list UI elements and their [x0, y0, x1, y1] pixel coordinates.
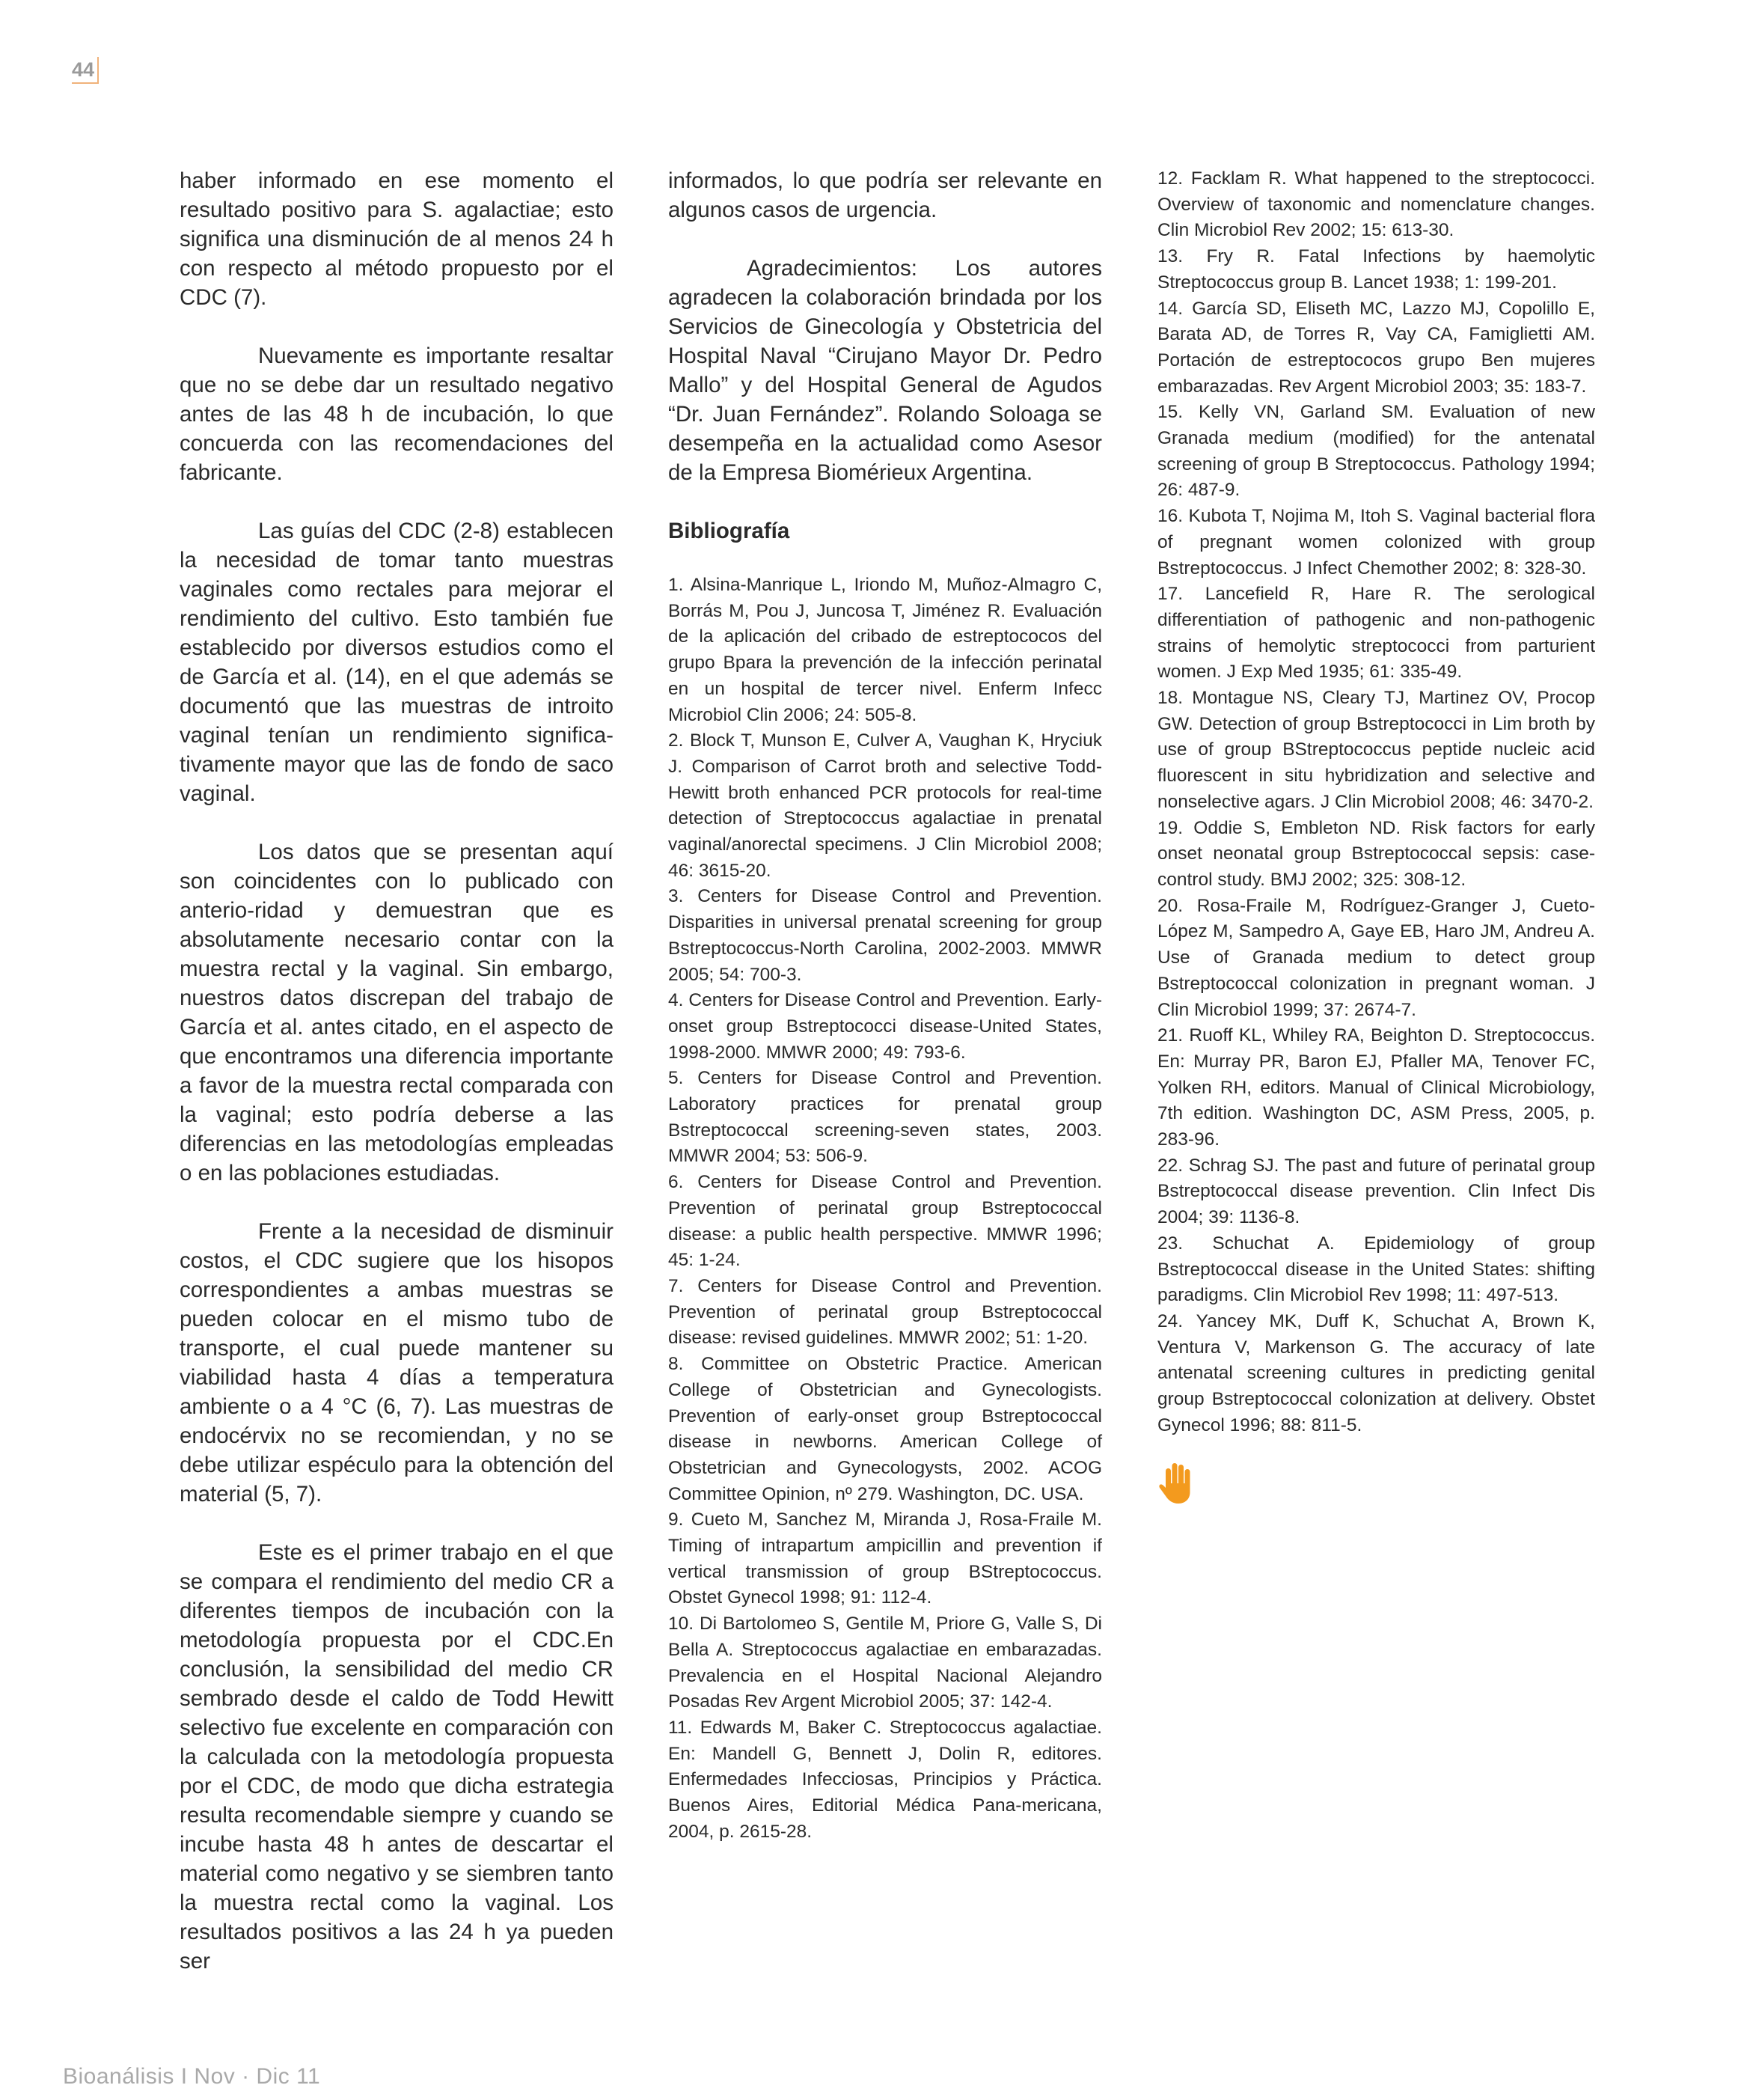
reference-item: 9. Cueto M, Sanchez M, Miranda J, Rosa-Fraile M. Timing of intrapartum ampicillin and prevention if vertical transmission of group BStreptococcus. Obstet Gynecol 1998; 91: 112-4.	[668, 1510, 1102, 1608]
reference-list	[668, 573, 1102, 1845]
reference-item: 8. Committee on Obstetric Practice. American College of Obstetrician and Gynecologists. Prevention of early-onset group Bstreptococcal disease in newborns. American College of Obstetrician and Gynecologysts, 2002. ACOG Committee Opinion, nº 279. Washington, DC. USA.	[668, 1354, 1102, 1504]
reference-item: 5. Centers for Disease Control and Prevention. Laboratory practices for prenatal group Bstreptococcal screening-seven states, 2003. MMWR 2004; 53: 506-9.	[668, 1068, 1102, 1167]
reference-item: 17. Lancefield R, Hare R. The serological differentiation of pathogenic and non-pathogenic strains of hemolytic streptococci from parturient women. J Exp Med 1935; 61: 335-49.	[1157, 584, 1595, 683]
hand-icon	[1157, 1461, 1196, 1504]
reference-item: 6. Centers for Disease Control and Prevention. Prevention of perinatal group Bstreptococcal disease: a public health perspective. MMWR 1996; 45: 1-24.	[668, 1172, 1102, 1271]
acknowledgements-paragraph: Agradecimientos: Los autores agradecen la colaboración brindada por los Servicios de Ginecología y Obstetricia del Hospital Naval “Cirujano Mayor Dr. Pedro Mallo” y del Hospital General de Agudos “Dr. Juan Fernández”. Rolando Soloaga se desempeña en la actualidad como Asesor de la Empresa Biomérieux Argentina.	[668, 256, 1102, 485]
reference-item: 12. Facklam R. What happened to the streptococci. Overview of taxonomic and nomenclature changes. Clin Microbiol Rev 2002; 15: 613-30.	[1157, 168, 1595, 241]
reference-item: 18. Montague NS, Cleary TJ, Martinez OV, Procop GW. Detection of group Bstreptococci in Lim broth by use of group BStreptococcus peptide nucleic acid fluorescent in situ hybridization and selective and nonselective agars. J Clin Microbiol 2008; 46: 3470-2.	[1157, 688, 1595, 812]
column-2	[668, 166, 1102, 1845]
reference-list	[1157, 166, 1595, 1438]
reference-item: 2. Block T, Munson E, Culver A, Vaughan K, Hryciuk J. Comparison of Carrot broth and selective Todd-Hewitt broth enhanced PCR protocols for real-time detection of Streptococcus agalactiae in prenatal vaginal/anorectal specimens. J Clin Microbiol 2008; 46: 3615-20.	[668, 730, 1102, 881]
reference-item: 4. Centers for Disease Control and Prevention. Early-onset group Bstreptococci disease-United States, 1998-2000. MMWR 2000; 49: 793-6.	[668, 990, 1102, 1063]
page-number: 44	[72, 57, 99, 84]
reference-item: 15. Kelly VN, Garland SM. Evaluation of new Granada medium (modified) for the antenatal screening of group B Streptococcus. Pathology 1994; 26: 487-9.	[1157, 402, 1595, 501]
body-paragraph: Este es el primer trabajo en el que se compara el rendimiento del medio CR a diferentes tiempos de incubación con la metodología propuesta por el CDC.En conclusión, la sensibilidad del medio CR sembrado desde el caldo de Todd Hewitt selectivo fue excelente en comparación con la calculada con la metodología propuesta por el CDC, de modo que dicha estrategia resulta recomendable siempre y cuando se incube hasta 48 h antes de descartar el material como negativo y se siembren tanto la muestra rectal como la vaginal. Los resultados positivos a las 24 h ya pueden ser	[180, 1540, 614, 1974]
reference-item: 7. Centers for Disease Control and Prevention. Prevention of perinatal group Bstreptococcal disease: revised guidelines. MMWR 2002; 51: 1-20.	[668, 1275, 1102, 1349]
reference-item: 13. Fry R. Fatal Infections by haemolytic Streptococcus group B. Lancet 1938; 1: 199-201.	[1157, 246, 1595, 293]
reference-item: 10. Di Bartolomeo S, Gentile M, Priore G, Valle S, Di Bella A. Streptococcus agalactiae en embarazadas. Prevalencia en el Hospital Nacional Alejandro Posadas Rev Argent Microbiol 2005; 37: 142-4.	[668, 1614, 1102, 1712]
reference-item: 1. Alsina-Manrique L, Iriondo M, Muñoz-Almagro C, Borrás M, Pou J, Juncosa T, Jiménez R. Evaluación de la aplicación del cribado de estreptococos del grupo Bpara la prevención de la infección perinatal en un hospital de tercer nivel. Enferm Infecc Microbiol Clin 2006; 24: 505-8.	[668, 575, 1102, 725]
reference-item: 16. Kubota T, Nojima M, Itoh S. Vaginal bacterial flora of pregnant women colonized with group Bstreptococcus. J Infect Chemother 2002; 8: 328-30.	[1157, 506, 1595, 579]
column-1	[180, 166, 614, 2005]
body-paragraph: Frente a la necesidad de disminuir costos, el CDC sugiere que los hisopos correspondientes a ambas muestras se pueden colocar en el mismo tubo de transporte, el cual puede mantener su viabilidad hasta 4 días a temperatura ambiente o a 4 °C (6, 7). Las muestras de endocérvix no se recomiendan, y no se debe utilizar espéculo para la obtención del material (5, 7).	[180, 1219, 614, 1507]
body-paragraph: Las guías del CDC (2-8) establecen la necesidad de tomar tanto muestras vaginales como rectales para mejorar el rendimiento del cultivo. Esto también fue establecido por diversos estudios como el de García et al. (14), en el que además se documentó que las muestras de introito vaginal tenían un rendimiento significa-tivamente mayor que las de fondo de saco vaginal.	[180, 519, 614, 806]
body-paragraph: informados, lo que podría ser relevante en algunos casos de urgencia.	[668, 168, 1102, 222]
reference-item: 3. Centers for Disease Control and Prevention. Disparities in universal prenatal screening for group Bstreptococcus-North Carolina, 2002-2003. MMWR 2005; 54: 700-3.	[668, 886, 1102, 985]
reference-item: 14. García SD, Eliseth MC, Lazzo MJ, Copolillo E, Barata AD, de Torres R, Vay CA, Famiglietti AM. Portación de estreptococos grupo Ben mujeres embarazadas. Rev Argent Microbiol 2003; 35: 183-7.	[1157, 298, 1595, 397]
column-3	[1157, 166, 1595, 1504]
body-paragraph: Nuevamente es importante resaltar que no se debe dar un resultado negativo antes de las 48 h de incubación, lo que concuerda con las recomendaciones del fabricante.	[180, 344, 614, 485]
reference-item: 22. Schrag SJ. The past and future of perinatal group Bstreptococcal disease prevention. Clin Infect Dis 2004; 39: 1136-8.	[1157, 1155, 1595, 1228]
reference-item: 19. Oddie S, Embleton ND. Risk factors for early onset neonatal group Bstreptococcal sepsis: case-control study. BMJ 2002; 325: 308-12.	[1157, 817, 1595, 890]
reference-item: 20. Rosa-Fraile M, Rodríguez-Granger J, Cueto-López M, Sampedro A, Gaye EB, Haro JM, Andreu A. Use of Granada medium to detect group Bstreptococcal colonization in pregnant woman. J Clin Microbiol 1999; 37: 2674-7.	[1157, 895, 1595, 1020]
body-paragraph: Los datos que se presentan aquí son coincidentes con lo publicado con anterio-ridad y demuestran que es absolutamente necesario contar con la muestra rectal y la vaginal. Sin embargo, nuestros datos discrepan del trabajo de García et al. antes citado, en el aspecto de que encontramos una diferencia importante a favor de la muestra rectal comparada con la vaginal; esto podría deberse a las diferencias en las metodologías empleadas o en las poblaciones estudiadas.	[180, 840, 614, 1185]
reference-item: 23. Schuchat A. Epidemiology of group Bstreptococcal disease in the United States: shifting paradigms. Clin Microbiol Rev 1998; 11: 497-513.	[1157, 1233, 1595, 1306]
footer-journal-issue: Bioanálisis I Nov · Dic 11	[63, 2064, 321, 2089]
reference-item: 21. Ruoff KL, Whiley RA, Beighton D. Streptococcus. En: Murray PR, Baron EJ, Pfaller MA, Tenover FC, Yolken RH, editors. Manual of Clinical Microbiology, 7th edition. Washington DC, ASM Press, 2005, p. 283-96.	[1157, 1025, 1595, 1150]
reference-item: 11. Edwards M, Baker C. Streptococcus agalactiae. En: Mandell G, Bennett J, Dolin R, editores. Enfermedades Infecciosas, Principios y Práctica. Buenos Aires, Editorial Médica Pana-mericana, 2004, p. 2615-28.	[668, 1717, 1102, 1842]
body-paragraph: haber informado en ese momento el resultado positivo para S. agalactiae; esto significa una disminución de al menos 24 h con respecto al método propuesto por el CDC (7).	[180, 168, 614, 310]
bibliography-heading: Bibliografía	[668, 519, 790, 543]
reference-item: 24. Yancey MK, Duff K, Schuchat A, Brown K, Ventura V, Markenson G. The accuracy of late antenatal screening cultures in predicting genital group Bstreptococcal colonization at delivery. Obstet Gynecol 1996; 88: 811-5.	[1157, 1310, 1595, 1435]
